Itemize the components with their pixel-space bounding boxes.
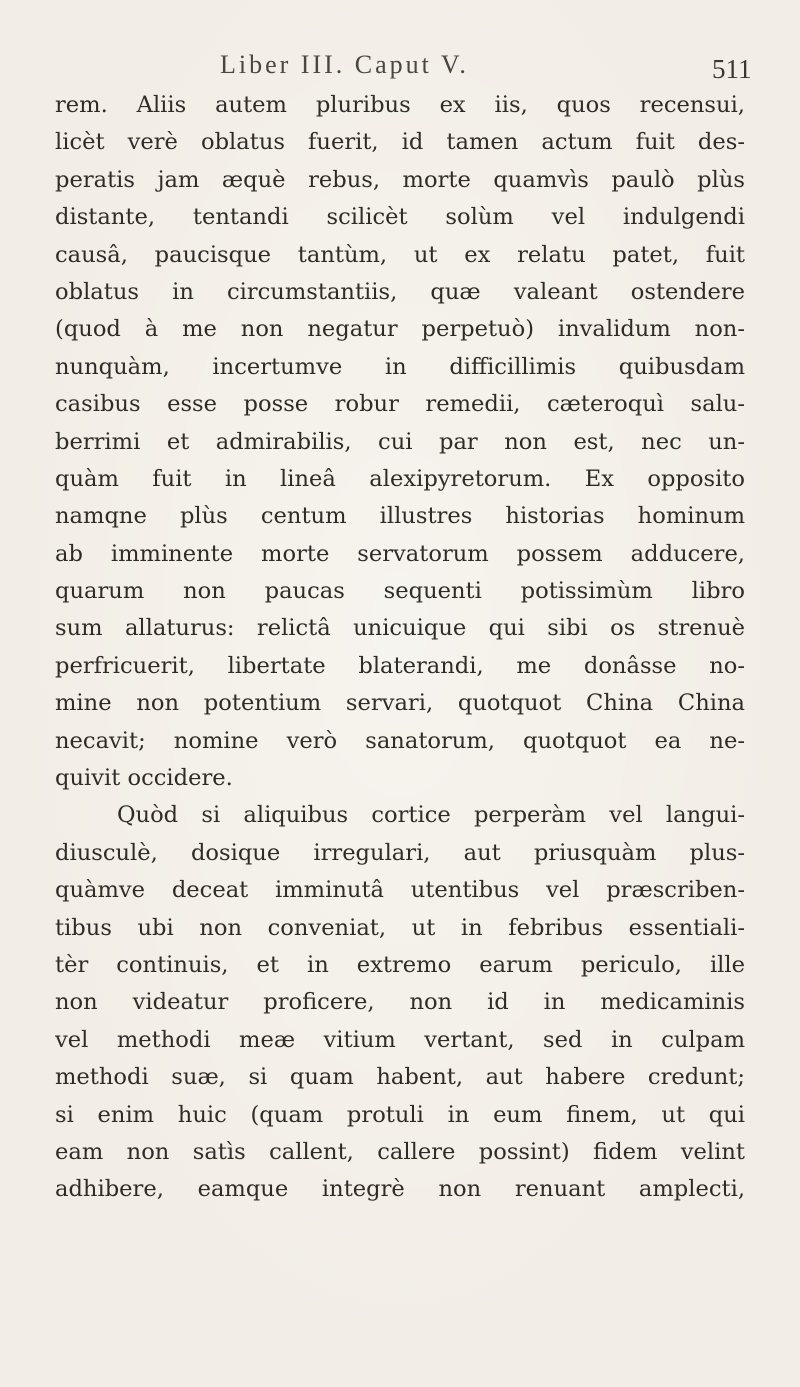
text-line: perfricuerit, libertate blaterandi, me donâsse no-	[55, 652, 745, 679]
text-line: methodi suæ, si quam habent, aut habere credunt;	[55, 1064, 745, 1091]
page-number: 511	[712, 54, 752, 84]
text-line: diusculè, dosique irregulari, aut priusquàm plus-	[55, 839, 745, 866]
text-line: oblatus in circumstantiis, quæ valeant ostendere	[55, 278, 745, 305]
text-line: quivit occidere.	[55, 765, 233, 792]
text-line: tibus ubi non conveniat, ut in febribus essentiali-	[55, 914, 745, 941]
text-line: casibus esse posse robur remedii, cæteroquì salu-	[55, 391, 745, 418]
text-line: eam non satìs callent, callere possint) fidem velint	[55, 1138, 745, 1165]
text-line: licèt verè oblatus fuerit, id tamen actum fuit des-	[55, 129, 745, 156]
text-line: berrimi et admirabilis, cui par non est, nec un-	[55, 428, 745, 455]
text-line: sum allaturus: relictâ unicuique qui sibi os strenuè	[55, 615, 745, 642]
text-line: si enim huic (quam protuli in eum finem, ut qui	[55, 1101, 745, 1128]
text-line: ab imminente morte servatorum possem adducere,	[55, 540, 745, 567]
text-line: causâ, paucisque tantùm, ut ex relatu patet, fuit	[55, 241, 745, 268]
text-line: quàmve deceat imminutâ utentibus vel præscriben-	[55, 877, 745, 904]
text-line: quàm fuit in lineâ alexipyretorum. Ex opposito	[55, 465, 745, 492]
body-text	[55, 87, 745, 1209]
text-line: mine non potentium servari, quotquot China China	[55, 690, 745, 717]
text-line: distante, tentandi scilicèt solùm vel indulgendi	[55, 204, 745, 231]
text-line: tèr continuis, et in extremo earum periculo, ille	[55, 951, 745, 978]
text-line: (quod à me non negatur perpetuò) invalidum non-	[55, 316, 745, 343]
text-line: nunquàm, incertumve in difficillimis quibusdam	[55, 353, 745, 380]
text-line: adhibere, eamque integrè non renuant amplecti,	[55, 1176, 745, 1203]
text-line: peratis jam æquè rebus, morte quamvìs paulò plùs	[55, 166, 745, 193]
text-line: quarum non paucas sequenti potissimùm libro	[55, 578, 745, 605]
text-line: namqne plùs centum illustres historias hominum	[55, 503, 745, 530]
text-line: necavit; nomine verò sanatorum, quotquot ea ne-	[55, 727, 745, 754]
text-line: non videatur proficere, non id in medicaminis	[55, 989, 745, 1016]
text-line: Quòd si aliquibus cortice perperàm vel langui-	[117, 802, 745, 829]
text-line: vel methodi meæ vitium vertant, sed in culpam	[55, 1026, 745, 1053]
page-header	[0, 44, 800, 88]
text-line: rem. Aliis autem pluribus ex iis, quos recensui,	[55, 92, 745, 118]
running-head: Liber III. Caput V.	[220, 50, 469, 79]
